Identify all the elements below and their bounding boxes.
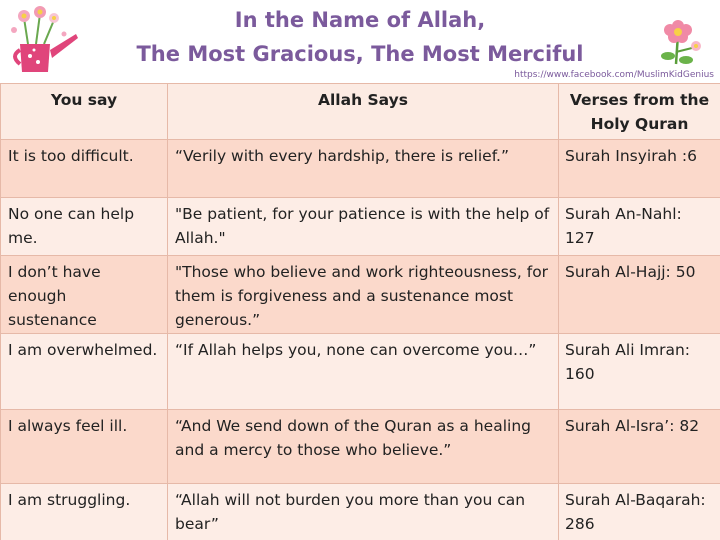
flower-icon [652,12,708,70]
verse-cell: Surah Al-Baqarah: 286 [559,484,720,540]
title-line-2: The Most Gracious, The Most Merciful [136,42,584,66]
you-say-cell: I always feel ill. [1,410,168,484]
allah-says-cell: “Verily with every hardship, there is relief.” [168,140,559,198]
header-you-say: You say [1,84,168,140]
table-row [1,256,720,334]
verse-cell: Surah An-Nahl: 127 [559,198,720,256]
allah-says-cell: “If Allah helps you, none can overcome you…” [168,334,559,410]
verse-cell: Surah Insyirah :6 [559,140,720,198]
allah-says-cell: “Allah will not burden you more than you can bear” [168,484,559,540]
allah-says-cell: “And We send down of the Quran as a healing and a mercy to those who believe.” [168,410,559,484]
verse-cell: Surah Ali Imran: 160 [559,334,720,410]
table-row [1,140,720,198]
table-row [1,334,720,410]
table-header-row [1,84,720,140]
header-allah-says: Allah Says [168,84,559,140]
table-row [1,484,720,540]
source-url[interactable]: https://www.facebook.com/MuslimKidGenius [514,70,714,80]
header [0,0,720,83]
you-say-cell: I am overwhelmed. [1,334,168,410]
header-verses: Verses from the Holy Quran [559,84,720,140]
verses-table [0,83,720,540]
table-row [1,410,720,484]
verse-cell: Surah Al-Isra’: 82 [559,410,720,484]
verse-cell: Surah Al-Hajj: 50 [559,256,720,334]
title-line-1: In the Name of Allah, [234,8,486,32]
table-row [1,198,720,256]
you-say-cell: It is too difficult. [1,140,168,198]
you-say-cell: I don’t have enough sustenance [1,256,168,334]
allah-says-cell: "Those who believe and work righteousness, for them is forgiveness and a sustenance most generous.” [168,256,559,334]
allah-says-cell: "Be patient, for your patience is with the help of Allah." [168,198,559,256]
you-say-cell: No one can help me. [1,198,168,256]
you-say-cell: I am struggling. [1,484,168,540]
